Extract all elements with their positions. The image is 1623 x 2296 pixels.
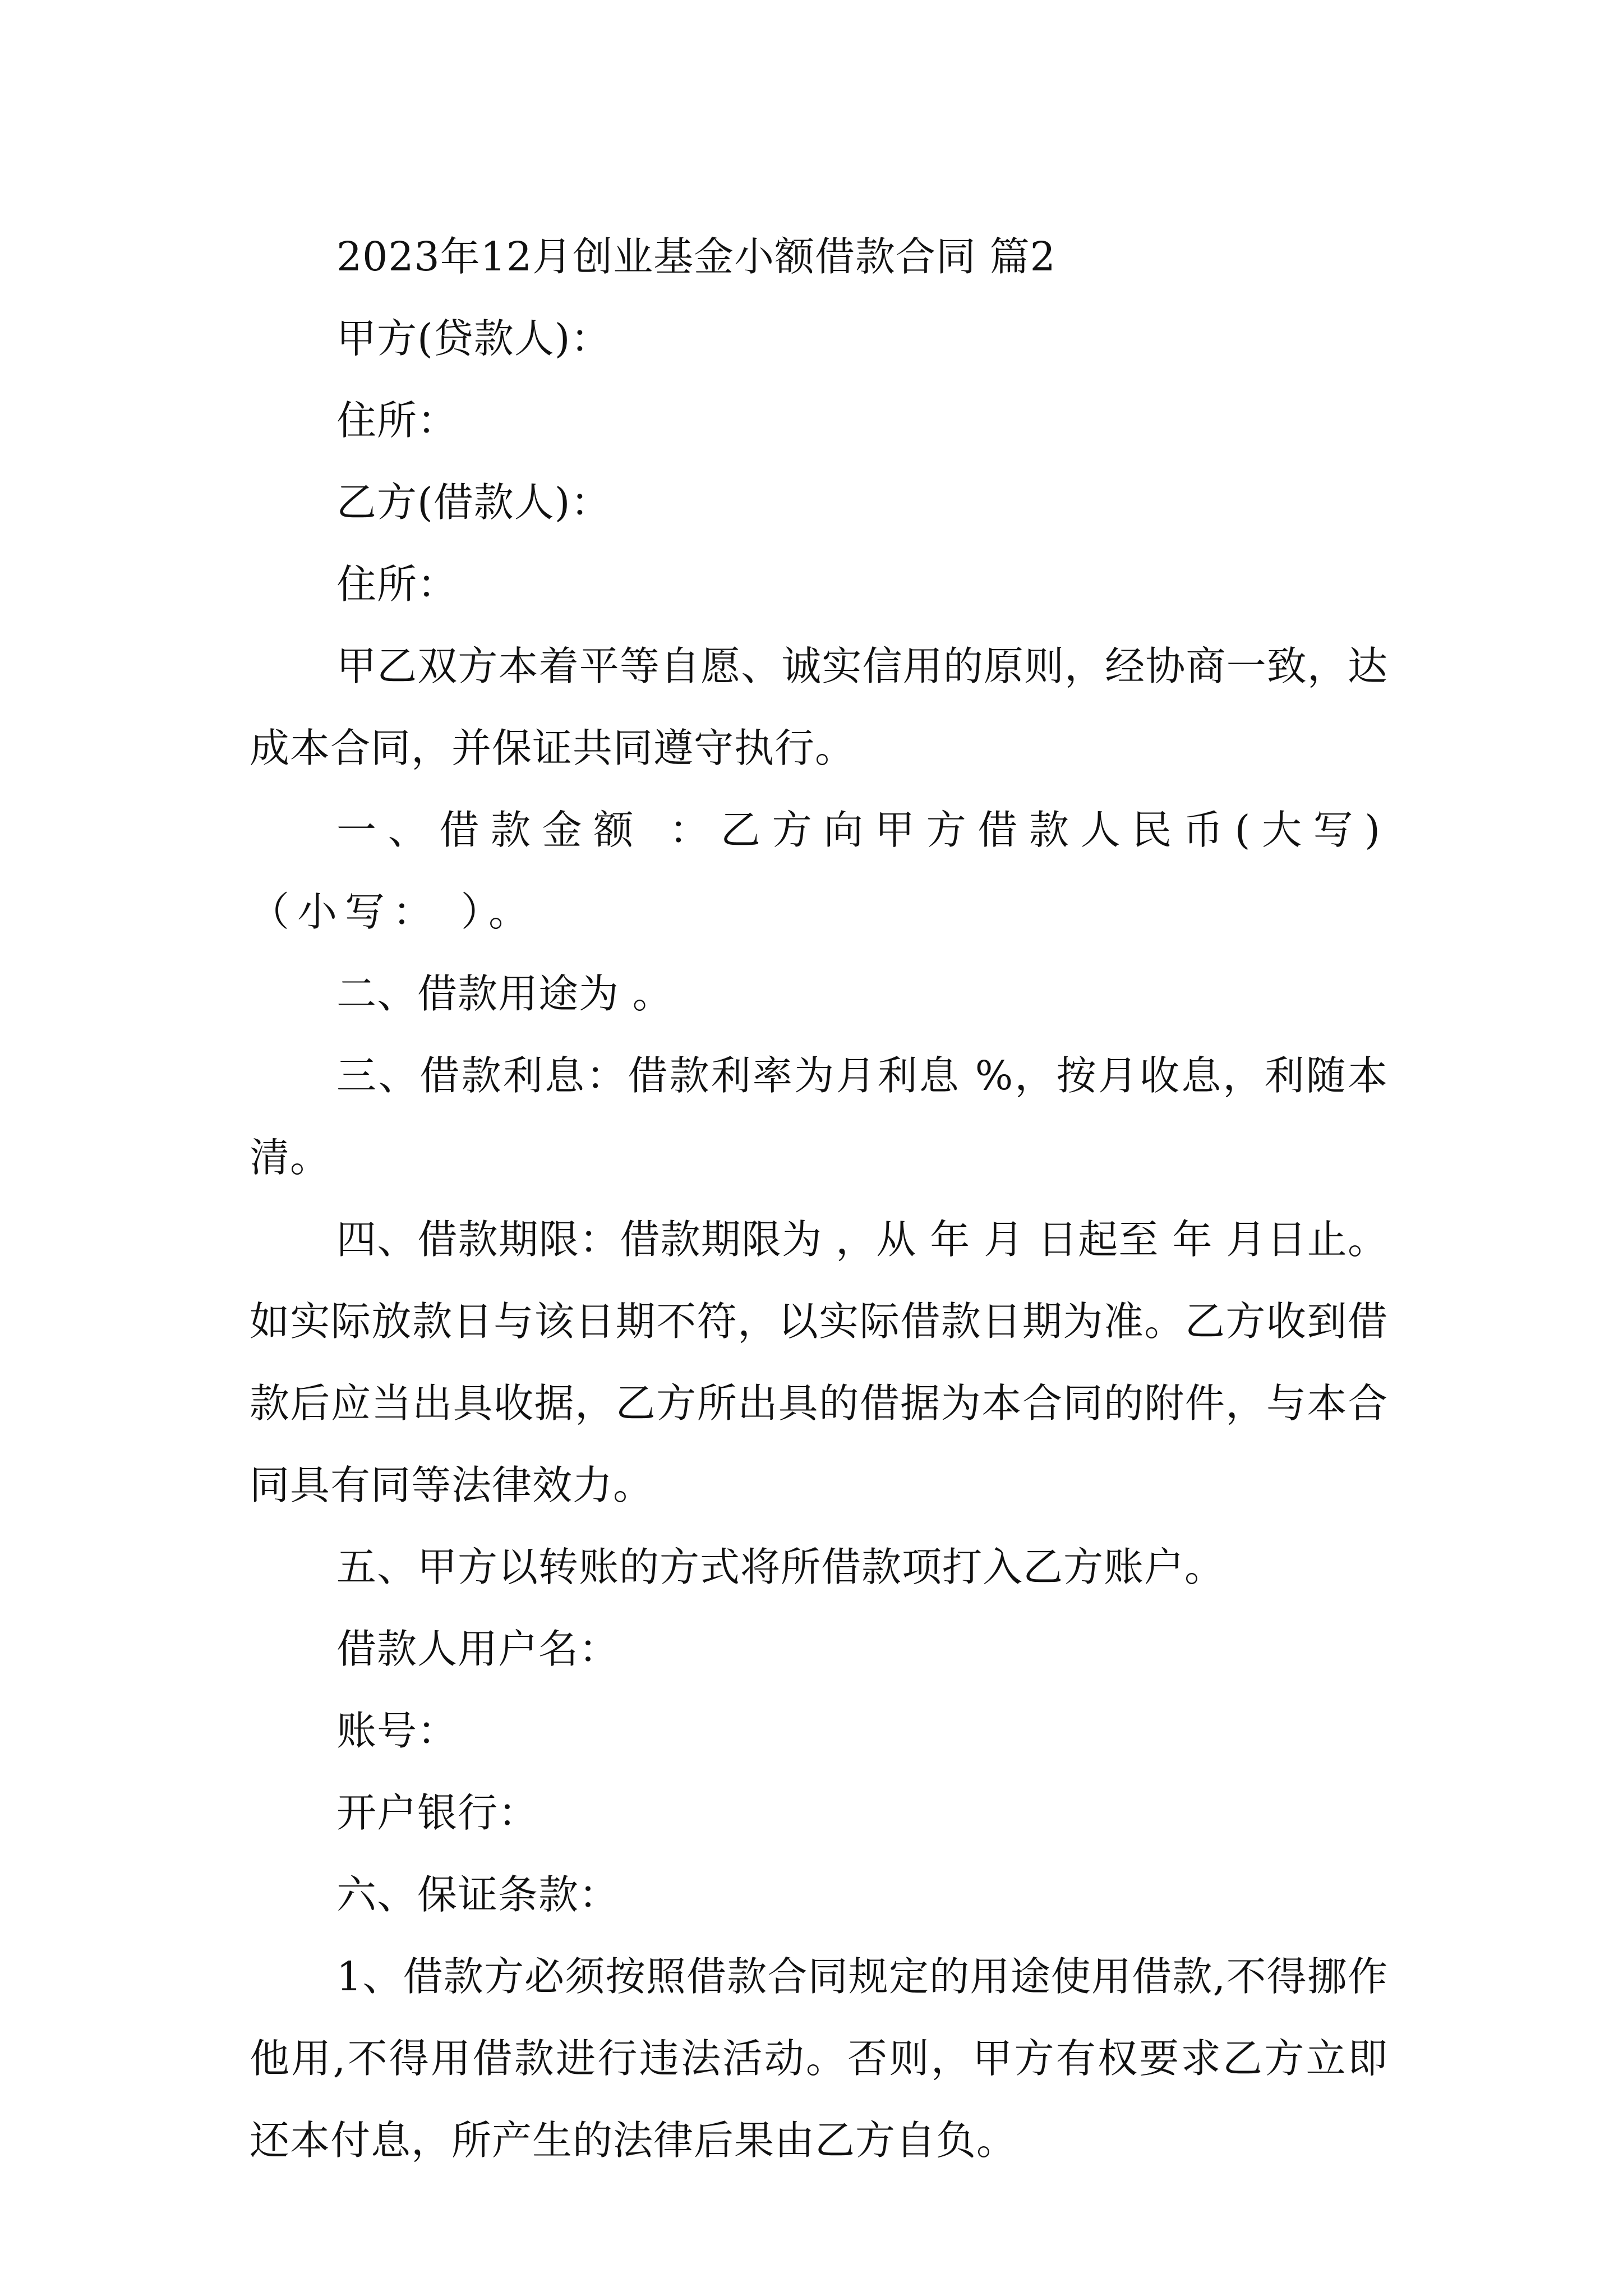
clause-guarantee-heading: 六、保证条款：: [336, 1871, 620, 1918]
preamble-paragraph: 甲乙双方本着平等自愿、诚实信用的原则，经协商一致，达成本合同，并保证共同遵守执行。: [250, 643, 1388, 771]
clause-loan-purpose: 二、借款用途为 。: [336, 970, 673, 1017]
document-body: [250, 216, 1388, 2182]
clause-loan-interest: 三、借款利息：借款利率为月利息 %，按月收息，利随本清。: [250, 1052, 1388, 1181]
account-number: 账号：: [336, 1708, 458, 1754]
clause-loan-amount: 一、借款金额 ：乙方向甲方借款人民币(大写)（小写： ）。: [250, 807, 1388, 935]
clause-loan-term: 四、借款期限：借款期限为 ，从 年 月 日起至 年 月日止。如实际放款日与该日期不符，以实际借款日期为准。乙方收到借款后应当出具收据，乙方所出具的借据为本合同的附件，与本合同具有同等法律效力。: [250, 1216, 1388, 1508]
guarantee-item-1: 1、借款方必须按照借款合同规定的用途使用借款,不得挪作他用,不得用借款进行违法活动。否则，甲方有权要求乙方立即还本付息，所产生的法律后果由乙方自负。: [250, 1953, 1388, 2164]
borrower-account-name: 借款人用户名：: [336, 1626, 620, 1672]
party-a-address: 住所：: [336, 397, 458, 444]
clause-transfer-method: 五、甲方以转账的方式将所借款项打入乙方账户。: [336, 1544, 1225, 1590]
party-a-label: 甲方(贷款人)：: [336, 315, 611, 362]
party-b-label: 乙方(借款人)：: [336, 479, 611, 526]
document-title: 2023年12月创业基金小额借款合同 篇2: [336, 233, 1056, 280]
party-b-address: 住所：: [336, 561, 458, 608]
opening-bank: 开户银行：: [336, 1789, 539, 1836]
